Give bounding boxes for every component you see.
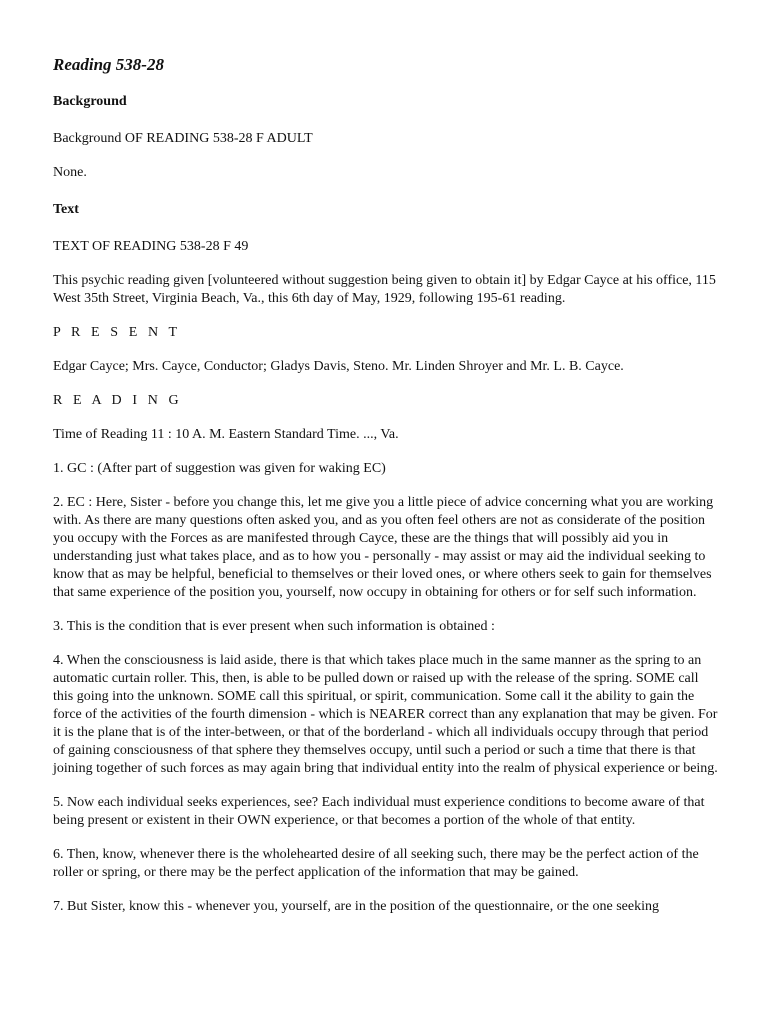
background-line: Background OF READING 538-28 F ADULT <box>53 131 313 146</box>
reading-paragraph-2: 2. EC : Here, Sister - before you change this, let me give you a little piece of advice concerning what you are working with. As there are many questions often asked you, and as you often feel others are not as considerate of the position you occupy with the Forces as are manifested through Cayce, these are the things that will possibly aid you in understanding just what takes place, and as to how you - personally - may assist or may aid the individual seeking to know that as may be helpful, beneficial to themselves or their loved ones, or where others seek to gain for themselves that same experience of the position you, yourself, now occupy in obtaining for others or for self such information. <box>53 495 714 600</box>
reading-heading: R E A D I N G <box>53 393 183 408</box>
text-heading: Text <box>53 202 79 217</box>
reading-paragraph-3: 3. This is the condition that is ever present when such information is obtained : <box>53 619 495 634</box>
document-page <box>53 55 718 916</box>
page-title: Reading 538-28 <box>53 55 164 74</box>
intro-paragraph: This psychic reading given [volunteered without suggestion being given to obtain it] by Edgar Cayce at his office, 115 West 35th Street, Virginia Beach, Va., this 6th day of May, 1929, following 195-61 reading. <box>53 273 716 306</box>
reading-paragraph-4: 4. When the consciousness is laid aside, there is that which takes place much in the same manner as the spring to an automatic curtain roller. This, then, is able to be pulled down or raised up with the release of the spring. SOME call this going into the unknown. SOME call this spiritual, or spirit, communication. Some call it the ability to gain the force of the activities of the fourth dimension - which is NEARER correct than any explanation that may be given. For it is the plane that is of the inter-between, or that of the borderland - which all individuals occupy through that period of gaining consciousness of that sphere they themselves occupy, until such a period or such a time that there is that joining together of such forces as may again bring that individual entity into the realm of physical experience or being. <box>53 653 718 776</box>
reading-paragraph-1: 1. GC : (After part of suggestion was given for waking EC) <box>53 461 386 476</box>
present-text: Edgar Cayce; Mrs. Cayce, Conductor; Gladys Davis, Steno. Mr. Linden Shroyer and Mr. L. B. Cayce. <box>53 359 624 374</box>
present-heading: P R E S E N T <box>53 325 181 340</box>
background-text: None. <box>53 165 87 180</box>
reading-paragraph-7: 7. But Sister, know this - whenever you, yourself, are in the position of the questionnaire, or the one seeking <box>53 899 659 914</box>
background-heading: Background <box>53 94 127 109</box>
time-line: Time of Reading 11 : 10 A. M. Eastern Standard Time. ..., Va. <box>53 427 399 442</box>
reading-paragraph-6: 6. Then, know, whenever there is the wholehearted desire of all seeking such, there may be the perfect action of the roller or spring, or there may be the perfect application of the information that may be gained. <box>53 847 699 880</box>
text-line: TEXT OF READING 538-28 F 49 <box>53 239 249 254</box>
reading-paragraph-5: 5. Now each individual seeks experiences, see? Each individual must experience conditions to become aware of that being present or existent in their OWN experience, or that becomes a portion of the whole of that entity. <box>53 795 705 828</box>
